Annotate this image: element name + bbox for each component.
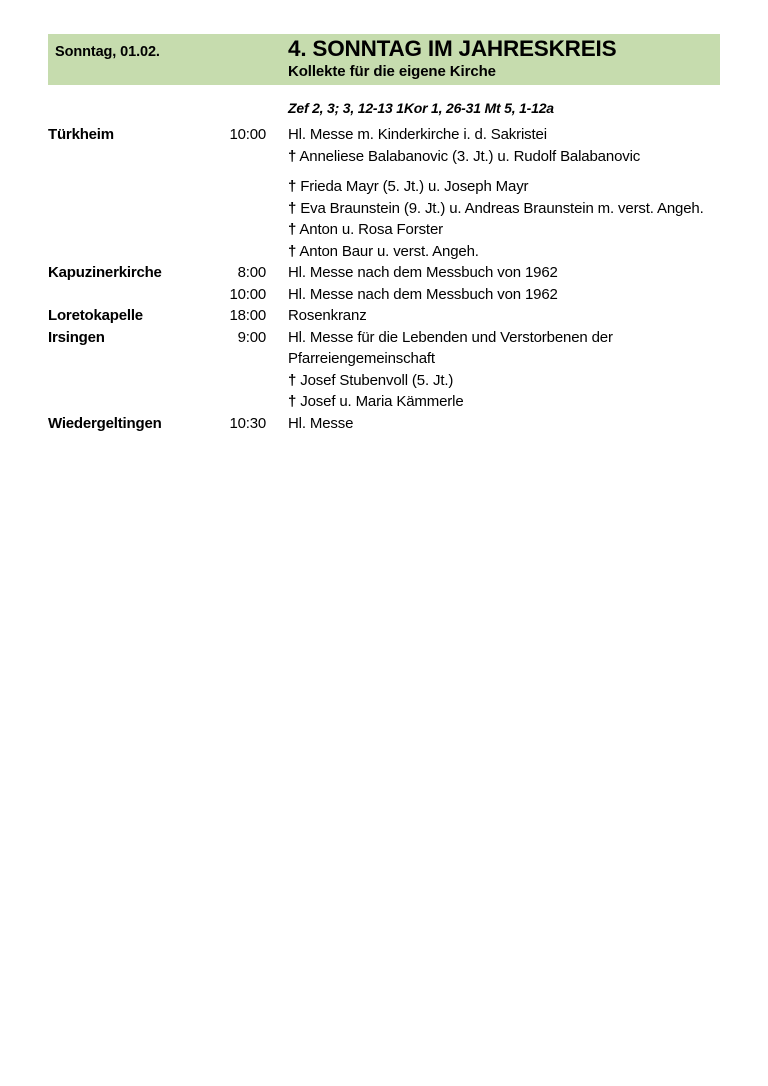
memorial-intention — [288, 391, 720, 413]
schedule-list — [48, 124, 720, 434]
memorial-intention — [288, 370, 720, 392]
intention-text: Frieda Mayr (5. Jt.) u. Joseph Mayr — [300, 178, 529, 195]
schedule-row — [48, 413, 720, 435]
service-description — [266, 124, 720, 262]
schedule-row — [48, 327, 720, 413]
header-date: Sonntag, 01.02. — [55, 44, 160, 60]
intention-text: Eva Braunstein (9. Jt.) u. Andreas Braunstein m. verst. Angeh. — [300, 199, 704, 217]
schedule-row — [48, 284, 720, 306]
memorial-intention — [288, 176, 720, 198]
dagger-icon: † — [288, 393, 297, 410]
header-subtitle: Kollekte für die eigene Kirche — [288, 63, 496, 80]
intention-text: Anneliese Balabanovic (3. Jt.) u. Rudolf Balabanovic — [299, 147, 641, 165]
service-time: 10:00 — [229, 126, 266, 143]
intention-text: Hl. Messe nach dem Messbuch von 1962 — [288, 264, 558, 281]
service-time: 10:00 — [229, 285, 266, 303]
service-location: Wiedergeltingen — [48, 414, 162, 432]
service-text — [288, 284, 720, 306]
intention-text: Hl. Messe nach dem Messbuch von 1962 — [288, 285, 558, 303]
service-time: 9:00 — [237, 328, 266, 346]
service-time: 18:00 — [229, 307, 266, 324]
intention-text: Josef u. Maria Kämmerle — [300, 393, 464, 410]
schedule-row — [48, 262, 720, 284]
service-description — [266, 262, 720, 284]
dagger-icon: † — [288, 221, 297, 238]
service-description — [266, 327, 720, 413]
memorial-intention — [288, 219, 720, 241]
service-location: Loretokapelle — [48, 307, 143, 324]
service-location: Türkheim — [48, 126, 114, 143]
service-location: Kapuzinerkirche — [48, 264, 162, 281]
service-text — [288, 124, 720, 146]
service-text — [288, 413, 720, 435]
service-location: Irsingen — [48, 328, 105, 346]
intention-text: Rosenkranz — [288, 307, 367, 324]
service-text — [288, 327, 720, 370]
intention-text: Anton Baur u. verst. Angeh. — [299, 242, 479, 260]
service-description — [266, 413, 720, 435]
service-text — [288, 305, 720, 327]
dagger-icon: † — [288, 147, 297, 165]
memorial-intention — [288, 241, 720, 263]
service-description — [266, 305, 720, 327]
service-text — [288, 262, 720, 284]
intention-text: Hl. Messe m. Kinderkirche i. d. Sakristei — [288, 126, 547, 143]
schedule-row — [48, 124, 720, 262]
scripture-readings: Zef 2, 3; 3, 12-13 1Kor 1, 26-31 Mt 5, 1-12a — [288, 100, 554, 116]
service-time: 10:30 — [229, 414, 266, 432]
service-time: 8:00 — [237, 264, 266, 281]
intention-text: Anton u. Rosa Forster — [299, 221, 443, 238]
dagger-icon: † — [288, 178, 297, 195]
service-description — [266, 284, 720, 306]
intention-text: Hl. Messe für die Lebenden und Verstorbenen der Pfarreiengemeinschaft — [288, 328, 613, 367]
dagger-icon: † — [288, 242, 297, 260]
intention-text: Josef Stubenvoll (5. Jt.) — [300, 371, 454, 389]
memorial-intention — [288, 146, 720, 168]
page-title: 4. SONNTAG IM JAHRESKREIS — [288, 36, 617, 61]
memorial-intention — [288, 198, 720, 220]
intention-text: Hl. Messe — [288, 414, 354, 432]
dagger-icon: † — [288, 371, 297, 389]
dagger-icon: † — [288, 199, 297, 217]
schedule-row — [48, 305, 720, 327]
header-band — [48, 34, 720, 85]
